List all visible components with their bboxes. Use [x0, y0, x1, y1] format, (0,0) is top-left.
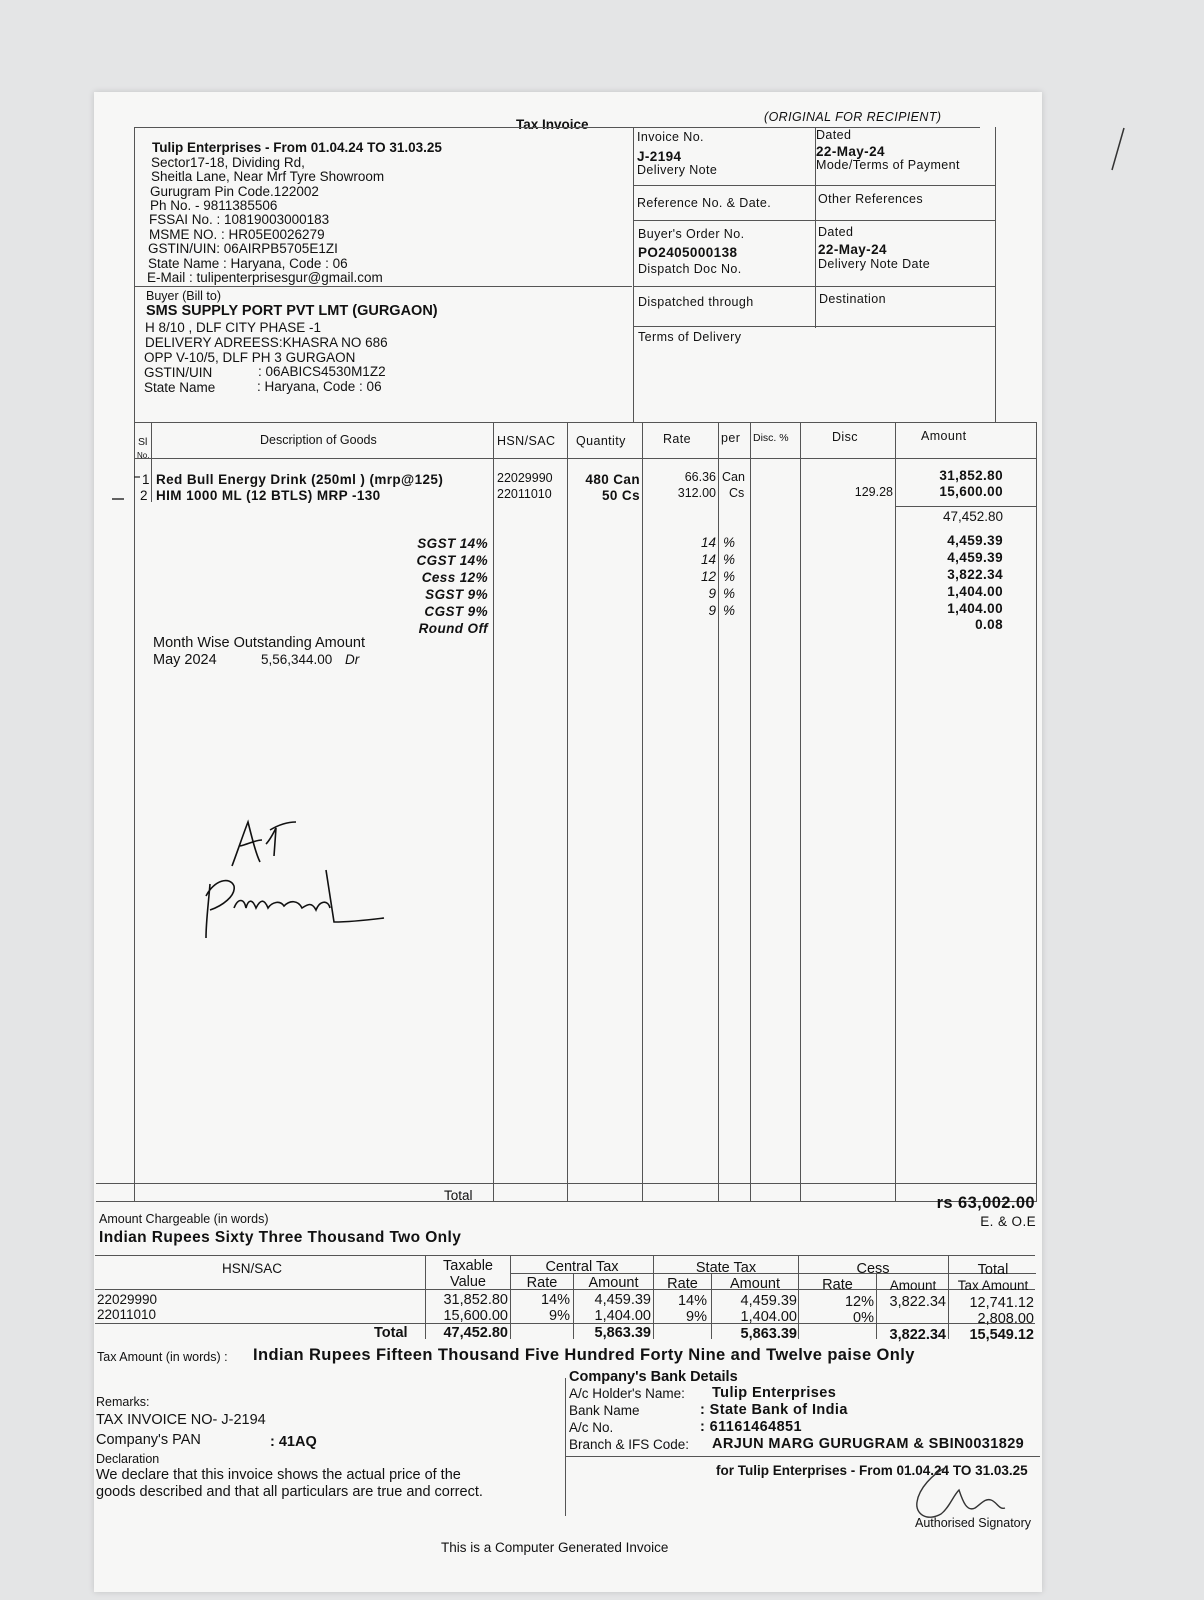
- handwritten-signature-icon: [200, 810, 400, 960]
- summary-total-header: Total: [977, 1262, 1009, 1278]
- summary-amount-header: Amount: [730, 1276, 780, 1292]
- seller-line: Sector17-18, Dividing Rd,: [151, 155, 305, 170]
- tax-pct: %: [723, 586, 736, 601]
- summary-amount-header: Amount: [588, 1275, 639, 1291]
- seller-line: State Name : Haryana, Code : 06: [148, 256, 348, 271]
- col-disc: [800, 422, 801, 1202]
- summary-state-amount: 1,404.00: [740, 1309, 797, 1325]
- bank-branch: ARJUN MARG GURUGRAM & SBIN0031829: [712, 1436, 1025, 1452]
- meta-row-line: [633, 220, 995, 221]
- summary-col: [573, 1273, 574, 1339]
- bank-acc: : 61161464851: [700, 1419, 802, 1435]
- header-quantity: Quantity: [576, 434, 626, 448]
- seller-line: Tulip Enterprises - From 01.04.24 TO 31.03.25: [152, 140, 442, 155]
- summary-col: [510, 1255, 511, 1339]
- item-per: Cs: [729, 486, 745, 500]
- tax-name: CGST 14%: [416, 553, 488, 568]
- summary-state-amount: 4,459.39: [740, 1293, 797, 1309]
- summary-col: [798, 1255, 799, 1339]
- tax-amount: 4,459.39: [947, 550, 1003, 565]
- dated-label: Dated: [816, 128, 852, 142]
- dated-value: 22-May-24: [816, 144, 885, 159]
- bank-branch-label: Branch & IFS Code:: [569, 1437, 690, 1452]
- computer-generated-note: This is a Computer Generated Invoice: [441, 1540, 669, 1555]
- summary-tax-amount-header: Tax Amount: [957, 1278, 1029, 1293]
- header-hsn: HSN/SAC: [497, 434, 556, 448]
- meta-row-line: [633, 185, 995, 186]
- total-row-line: [96, 1183, 1036, 1184]
- meta-row-line: [633, 326, 995, 327]
- subtotal-amount: 47,452.80: [942, 509, 1003, 524]
- total-label: Total: [444, 1188, 473, 1203]
- summary-rate-header: Rate: [822, 1277, 853, 1293]
- dispatch-doc-label: Dispatch Doc No.: [638, 262, 742, 276]
- invoice-no-label: Invoice No.: [637, 130, 704, 144]
- summary-top-line: [95, 1255, 1035, 1256]
- item-hsn: 22029990: [497, 471, 553, 485]
- summary-amount-header: Amount: [889, 1278, 937, 1293]
- remarks-label: Remarks:: [96, 1395, 150, 1409]
- summary-col: [948, 1255, 949, 1339]
- tax-rate: 14: [700, 552, 716, 567]
- invoice-no: J-2194: [637, 149, 682, 164]
- bank-title: Company's Bank Details: [569, 1369, 738, 1385]
- summary-col: [653, 1255, 654, 1339]
- pen-mark-icon: [110, 475, 150, 505]
- invoice-title: Tax Invoice: [516, 117, 589, 132]
- summary-value-header: Value: [449, 1274, 486, 1290]
- frame-right-top: [995, 127, 996, 422]
- summary-central-rate: 9%: [549, 1308, 570, 1324]
- pan-label: Company's PAN: [96, 1432, 201, 1448]
- seller-line: FSSAI No. : 10819003000183: [149, 212, 330, 227]
- col-amount: [895, 422, 896, 1202]
- tax-rate: 9: [708, 586, 716, 601]
- order-dated-label: Dated: [818, 225, 854, 239]
- summary-cess-rate: 12%: [844, 1294, 874, 1310]
- tax-pct: %: [723, 552, 736, 567]
- buyer-state: : Haryana, Code : 06: [257, 379, 382, 394]
- buyer-gstin-label: GSTIN/UIN: [144, 365, 213, 380]
- buyer-line: OPP V-10/5, DLF PH 3 GURGAON: [144, 350, 356, 365]
- copy-label: (ORIGINAL FOR RECIPIENT): [764, 110, 942, 124]
- tax-name: CGST 9%: [424, 604, 488, 619]
- header-rate: Rate: [663, 432, 692, 446]
- seller-line: Gurugram Pin Code.122002: [150, 184, 319, 199]
- summary-total-central: 5,863.39: [594, 1325, 651, 1341]
- footer-sign-line: [565, 1456, 1040, 1457]
- tax-name: Round Off: [418, 621, 488, 636]
- tax-pct: %: [723, 603, 736, 618]
- col-rate: [642, 422, 643, 1202]
- seller-line: E-Mail : tulipenterprisesgur@gmail.com: [147, 270, 383, 285]
- summary-row-total: 12,741.12: [969, 1295, 1034, 1311]
- outstanding-suffix: Dr: [345, 652, 360, 667]
- buyer-order-label: Buyer's Order No.: [638, 227, 745, 241]
- summary-total-label: Total: [374, 1325, 408, 1341]
- summary-cess-header: Cess: [856, 1261, 890, 1277]
- summary-rate-header: Rate: [526, 1275, 558, 1291]
- destination-label: Destination: [819, 292, 886, 306]
- summary-row-total: 2,808.00: [977, 1311, 1034, 1327]
- summary-col: [711, 1273, 712, 1339]
- item-disc: 129.28: [854, 485, 893, 499]
- bank-holder-label: A/c Holder's Name:: [569, 1386, 685, 1401]
- summary-total-taxable: 47,452.80: [443, 1325, 508, 1341]
- summary-state-header: State Tax: [695, 1260, 757, 1276]
- bank-acc-label: A/c No.: [569, 1420, 614, 1435]
- buyer-line: H 8/10 , DLF CITY PHASE -1: [145, 320, 322, 335]
- for-company: for Tulip Enterprises - From 01.04.24 TO 31.03.25: [716, 1463, 1028, 1478]
- tax-pct: %: [723, 569, 736, 584]
- summary-hsn-header: HSN/SAC: [222, 1261, 283, 1276]
- reference-label: Reference No. & Date.: [637, 196, 772, 210]
- tax-rate: 9: [708, 603, 716, 618]
- seller-line: Sheitla Lane, Near Mrf Tyre Showroom: [151, 169, 385, 184]
- col-qty: [567, 422, 568, 1202]
- col-hsn: [493, 422, 494, 1202]
- delivery-note-label: Delivery Note: [637, 163, 718, 177]
- seller-line: GSTIN/UIN: 06AIRPB5705E1ZI: [148, 241, 338, 256]
- total-amount: rs 63,002.00: [936, 1194, 1035, 1212]
- item-amount: 31,852.80: [939, 468, 1003, 483]
- col-discpct: [750, 422, 751, 1202]
- header-per: per: [721, 431, 741, 445]
- order-dated-value: 22-May-24: [818, 242, 887, 257]
- tax-name: SGST 9%: [425, 587, 488, 602]
- summary-total-state: 5,863.39: [740, 1326, 797, 1342]
- amount-words-value: Indian Rupees Sixty Three Thousand Two Only: [99, 1229, 462, 1246]
- summary-state-rate: 14%: [677, 1293, 707, 1309]
- meta-grid-left: [633, 127, 634, 422]
- tax-pct: %: [723, 535, 736, 550]
- summary-cess-amount: 3,822.34: [889, 1294, 946, 1310]
- summary-hsn: 22029990: [97, 1292, 158, 1307]
- table-top-line: [134, 422, 1036, 423]
- summary-taxable: 15,600.00: [443, 1308, 508, 1324]
- col-sl: [151, 422, 152, 502]
- summary-taxable-header: Taxable: [443, 1258, 493, 1274]
- item-quantity: 480 Can: [585, 472, 640, 487]
- summary-col: [425, 1255, 426, 1339]
- declaration-line: We declare that this invoice shows the actual price of the: [96, 1467, 461, 1483]
- summary-central-header: Central Tax: [545, 1259, 619, 1275]
- header-amount: Amount: [921, 429, 967, 443]
- summary-total-cess: 3,822.34: [889, 1327, 946, 1343]
- buyer-name: SMS SUPPLY PORT PVT LMT (GURGAON): [146, 303, 438, 319]
- bank-name: : State Bank of India: [700, 1402, 848, 1418]
- tax-rate: 14: [700, 535, 716, 550]
- summary-rate-header: Rate: [667, 1276, 698, 1292]
- authorised-signatory: Authorised Signatory: [915, 1516, 1032, 1530]
- buyer-state-label: State Name: [144, 380, 216, 395]
- meta-row-line: [633, 286, 995, 287]
- item-quantity: 50 Cs: [601, 488, 640, 503]
- mode-terms-label: Mode/Terms of Payment: [816, 158, 960, 172]
- item-description: Red Bull Energy Drink (250ml ) (mrp@125): [156, 472, 444, 487]
- header-disc: Disc: [832, 430, 858, 444]
- item-hsn: 22011010: [497, 487, 552, 501]
- summary-total-tax: 15,549.12: [969, 1327, 1034, 1343]
- tax-amount: 1,404.00: [947, 584, 1003, 599]
- tax-amount: 0.08: [975, 617, 1003, 632]
- item-amount: 15,600.00: [939, 484, 1003, 499]
- eoe-label: E. & O.E: [980, 1214, 1036, 1229]
- outstanding-label: Month Wise Outstanding Amount: [153, 635, 365, 651]
- buyer-label: Buyer (Bill to): [146, 289, 222, 303]
- seller-line: MSME NO. : HR05E0026279: [149, 227, 325, 242]
- frame-top: [135, 127, 980, 128]
- item-rate: 66.36: [684, 470, 716, 484]
- tax-rate: 12: [700, 569, 716, 584]
- bank-name-label: Bank Name: [569, 1403, 640, 1418]
- frame-left: [134, 127, 135, 1202]
- other-references-label: Other References: [818, 192, 924, 206]
- header-sl: Sl: [138, 436, 148, 448]
- frame-right: [1036, 422, 1037, 1202]
- seller-divider: [135, 286, 632, 287]
- pen-stroke-icon: [1108, 126, 1128, 172]
- pan-value: : 41AQ: [270, 1434, 317, 1450]
- item-sl: 1: [142, 472, 150, 487]
- table-header-line: [134, 458, 1036, 459]
- outstanding-month: May 2024: [153, 652, 217, 668]
- summary-col: [876, 1273, 877, 1339]
- tax-words-label: Tax Amount (in words) :: [97, 1350, 228, 1364]
- seller-line: Ph No. - 9811385506: [150, 198, 278, 213]
- summary-central-rate: 14%: [540, 1292, 570, 1308]
- dispatched-through-label: Dispatched through: [638, 295, 754, 309]
- header-no: No.: [137, 451, 150, 460]
- header-disc-pct: Disc. %: [753, 432, 789, 444]
- item-rate: 312.00: [677, 486, 716, 500]
- footer-divider: [565, 1378, 566, 1516]
- terms-delivery-label: Terms of Delivery: [638, 330, 742, 344]
- tax-amount: 1,404.00: [947, 601, 1003, 616]
- summary-central-amount: 4,459.39: [594, 1292, 651, 1308]
- buyer-order-no: PO2405000138: [638, 245, 738, 260]
- declaration-label: Declaration: [96, 1452, 160, 1466]
- remarks-value: TAX INVOICE NO- J-2194: [96, 1412, 266, 1428]
- delivery-note-date-label: Delivery Note Date: [818, 257, 931, 271]
- declaration-line: goods described and that all particulars are true and correct.: [96, 1484, 483, 1500]
- outstanding-amount: 5,56,344.00: [261, 652, 333, 667]
- summary-state-rate: 9%: [686, 1309, 707, 1325]
- buyer-line: DELIVERY ADREESS:KHASRA NO 686: [145, 335, 388, 350]
- item-description: HIM 1000 ML (12 BTLS) MRP -130: [156, 488, 381, 503]
- summary-hsn: 22011010: [97, 1307, 157, 1322]
- item-sl: 2: [140, 488, 148, 503]
- summary-taxable: 31,852.80: [443, 1292, 508, 1308]
- tax-name: SGST 14%: [417, 536, 488, 551]
- tax-words-value: Indian Rupees Fifteen Thousand Five Hundred Forty Nine and Twelve paise Only: [253, 1346, 915, 1364]
- amount-words-label: Amount Chargeable (in words): [99, 1212, 269, 1226]
- item-per: Can: [722, 470, 745, 484]
- summary-cess-rate: 0%: [853, 1310, 874, 1326]
- tax-amount: 4,459.39: [947, 533, 1003, 548]
- buyer-gstin: : 06ABICS4530M1Z2: [258, 364, 386, 379]
- col-per: [718, 422, 719, 1202]
- tax-name: Cess 12%: [421, 570, 488, 585]
- subtotal-line: [895, 506, 1036, 507]
- header-description: Description of Goods: [260, 433, 377, 447]
- tax-amount: 3,822.34: [947, 567, 1003, 582]
- summary-central-amount: 1,404.00: [594, 1308, 651, 1324]
- bank-holder: Tulip Enterprises: [712, 1385, 837, 1401]
